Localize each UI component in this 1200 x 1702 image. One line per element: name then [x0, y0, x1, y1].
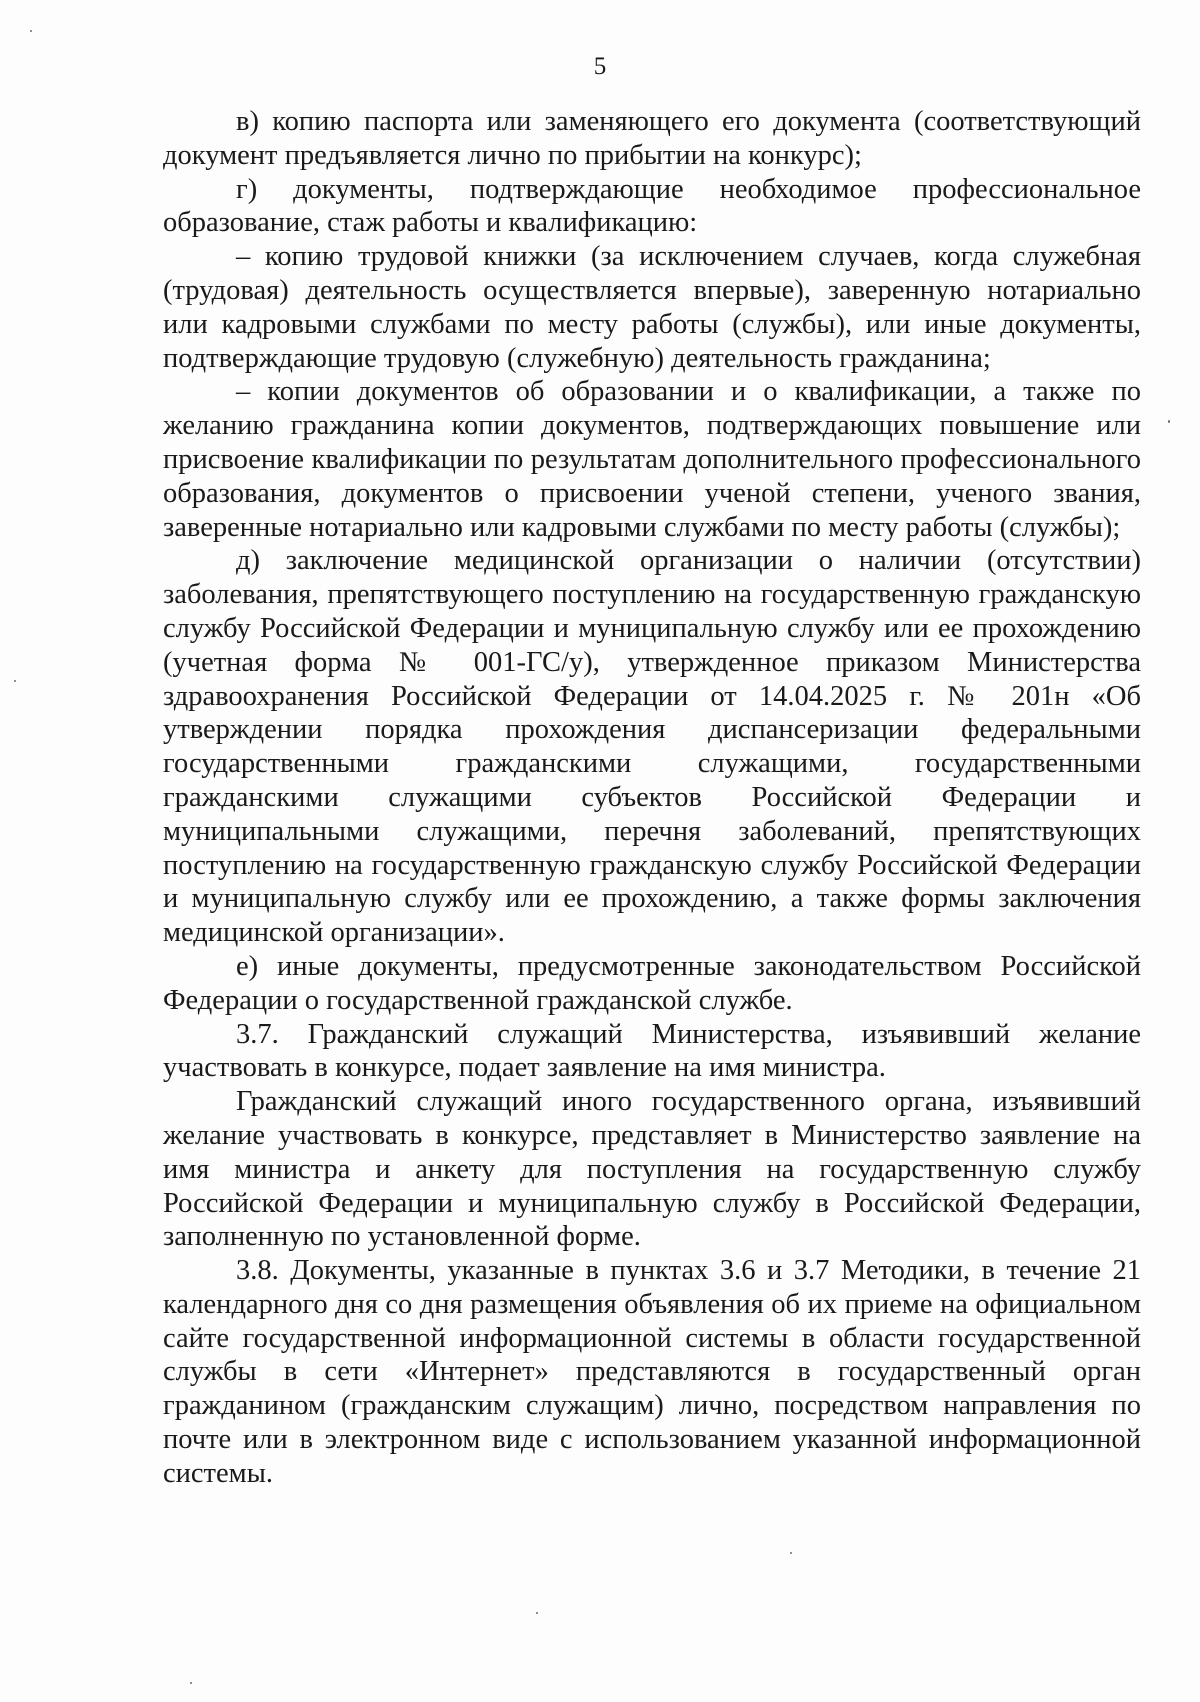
scan-speck	[536, 1612, 538, 1614]
paragraph-3-7: 3.7. Гражданский служащий Министерства, изъявивший желание участвовать в конкурсе, подает заявление на имя министра.	[163, 1018, 1141, 1084]
scan-speck	[790, 1552, 792, 1554]
paragraph-3-8: 3.8. Документы, указанные в пунктах 3.6 и 3.7 Методики, в течение 21 календарного дня со дня размещения объявления об их приеме на официальном сайте государственной информационной системы в области государственной службы в сети «Интернет» представляются в государственный орган гражданином (гражданским служащим) лично, посредством направления по почте или в электронном виде с использованием указанной информационной системы.	[163, 1255, 1141, 1489]
paragraph-other-agency-employee: Гражданский служащий иного государственного органа, изъявивший желание участвовать в конкурсе, представляет в Министерство заявление на имя министра и анкету для поступления на государственную службу Российской Федерации и муниципальную службу в Российской Федерации, заполненную по установленной форме.	[163, 1086, 1141, 1253]
paragraph-medical-conclusion: д) заключение медицинской организации о наличии (отсутствии) заболевания, препятствующего поступлению на государственную гражданскую службу Российской Федерации и муниципальную службу или ее прохождению (учетная форма № 001-ГС/у), утвержденное приказом Министерства здравоохранения Российской Федерации от 14.04.2025 г. № 201н «Об утверждении порядка прохождения диспансеризации федеральными государственными гражданскими служащими, государственными гражданскими служащими субъектов Российской Федерации и муниципальными служащими, перечня заболеваний, препятствующих поступлению на государственную гражданскую службу Российской Федерации и муниципальную службу или ее прохождению, а также формы заключения медицинской организации».	[163, 545, 1141, 949]
paragraph-other-documents: е) иные документы, предусмотренные законодательством Российской Федерации о государственной гражданской службе.	[163, 950, 1141, 1016]
paragraph-passport: в) копию паспорта или заменяющего его документа (соответствующий документ предъявляется лично по прибытии на конкурс);	[163, 106, 1141, 171]
page-number: 5	[593, 53, 607, 80]
document-body	[163, 105, 1141, 1491]
scan-speck	[14, 680, 16, 682]
scan-speck	[1168, 420, 1170, 423]
scan-speck	[30, 30, 32, 32]
paragraph-work-record-book: – копию трудовой книжки (за исключением случаев, когда служебная (трудовая) деятельность осуществляется впервые), заверенную нотариально или кадровыми службами по месту работы (службы), или иные документы, подтверждающие трудовую (служебную) деятельность гражданина;	[163, 241, 1141, 374]
paragraph-education-documents: г) документы, подтверждающие необходимое профессиональное образование, стаж работы и квалификацию:	[163, 173, 1141, 239]
paragraph-education-copies: – копии документов об образовании и о квалификации, а также по желанию гражданина копии документов, подтверждающих повышение или присвоение квалификации по результатам дополнительного профессионального образования, документов о присвоении ученой степени, ученого звания, заверенные нотариально или кадровыми службами по месту работы (службы);	[163, 376, 1141, 543]
scan-speck	[190, 1682, 192, 1684]
